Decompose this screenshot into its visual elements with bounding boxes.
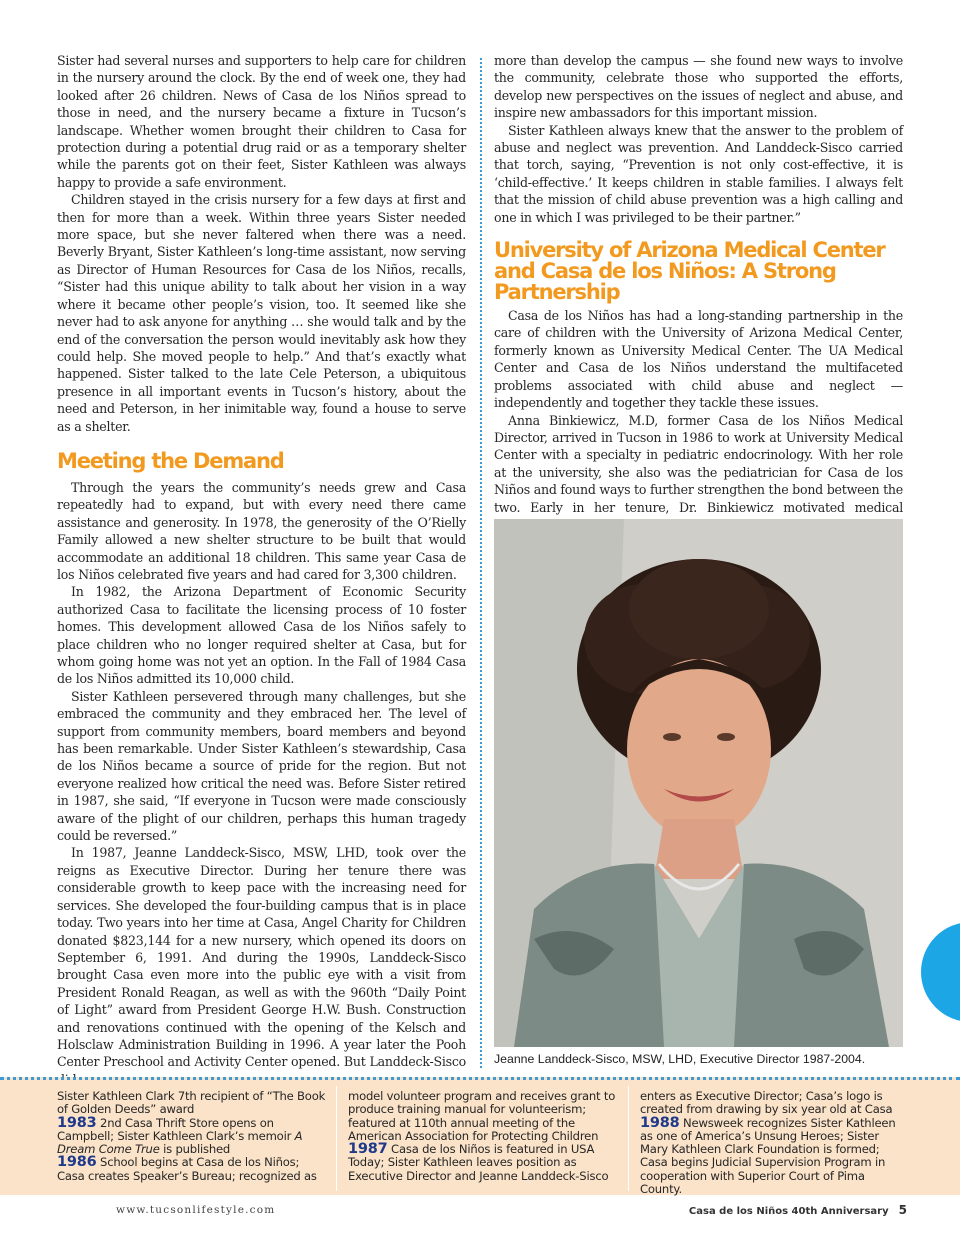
timeline-year: 1988 — [640, 1114, 680, 1131]
portrait-photo — [494, 519, 903, 1047]
body-paragraph: Children stayed in the crisis nursery for a few days at first and then for more than a week. Within three years Sister needed more space, but she never faltered when there was a need. Beverly Bryant, Sister Kathleen’s long-time assistant, now serving as Director of Human Resources for Casa de los Niños, recalls, “Sister had this unique ability to talk about her vision in a way where it became other people’s vision, too. It seemed like she never had to ask anyone for anything … she would talk and by the end of the conversation the person would inevitably ask how they could help. She moved people to help.” And that’s exactly what happened. Sister talked to the late Cele Peterson, a ubiquitous presence in all important events in Tucson’s history, about the need and Peterson, in her inimitable way, found a house to serve as a shelter. — [57, 192, 466, 434]
footer-publication — [689, 1203, 907, 1217]
body-paragraph: Casa de los Niños has had a long-standing partnership in the care of children with the University of Arizona Medical Center, formerly known as University Medical Center. The UA Medical Center and Casa de los Niños understand the multifaceted problems associated with child abuse and neglect — independently and together they tackle these issues. — [494, 308, 903, 411]
timeline-text: Newsweek recognizes Sister Kathleen as one of America’s Unsung Heroes; Sister Mary Kathleen Clark Foundation is formed; Casa begins Judicial Supervision Program in cooperation with Superior Court of Pima County. — [640, 1115, 896, 1197]
timeline-year: 1987 — [348, 1141, 388, 1158]
timeline-text: School begins at Casa de los Niños; Casa creates Speaker’s Bureau; recognized as — [57, 1155, 317, 1183]
timeline-entry-1988 — [640, 1114, 910, 1197]
body-text: Anna Binkiewicz, M.D, former Casa de los Niños Medical Director, arrived in Tucson in 1986 to work at University Medical Center with a specialty in pediatric endocrinology. With her role at the university, she also was the pediatrician for Casa de los Niños and found ways to further strengthen the bond between the two. Early in her tenure, Dr. Binkiewicz motivated medical — [494, 412, 903, 515]
timeline-column-3 — [640, 1090, 910, 1196]
timeline-book-title: A Dream Come True — [57, 1128, 303, 1157]
body-paragraph: In 1987, Jeanne Landdeck-Sisco, MSW, LHD, took over the reigns as Executive Director. During her tenure there was considerable growth to keep pace with the increasing need for services. She developed the four-building campus that is in place today. Two years into her time at Casa, Angel Charity for Children donated $823,144 for a new nursery, which opened its doors on September 6, 1991. And during the 1990s, Landdeck-Sisco brought Casa even more into the public eye with a visit from President Ronald Reagan, as well as with the 960th “Daily Point of Light” award from President George H.W. Bush. Construction and renovations continued with the opening of the Kelsch and Holsclaw Administration Building in 1996. A year later the Pooh Center Preschool and Activity Center opened. But Landdeck-Sisco — [57, 845, 466, 1070]
timeline-year: 1983 — [57, 1114, 97, 1131]
timeline-entry: model volunteer program and receives grant to produce training manual for volunteerism; featured at 110th annual meeting of the American Association for Protecting Children — [348, 1089, 616, 1143]
page-number: 5 — [898, 1203, 907, 1217]
timeline-text: 2nd Casa Thrift Store opens on Campbell; Sister Kathleen Clark’s memoir — [57, 1115, 295, 1143]
body-paragraph: Sister had several nurses and supporters to help care for children in the nursery around the clock. By the end of week one, they had looked after 26 children. News of Casa de los Niños spread to those in need, and the nursery became a fixture in Tucson’s landscape. Whether women brought their children to Casa for protection during a potential drug raid or as a temporary shelter while the parents got on their feet, Sister Kathleen was always happy to provide a safe environment. — [57, 53, 466, 190]
portrait-illustration — [494, 519, 903, 1047]
timeline-entry-1987 — [348, 1143, 618, 1183]
timeline-text: Casa de los Niños is featured in USA Today; Sister Kathleen leaves position as Executive Director and Jeanne Landdeck-Sisco — [348, 1142, 609, 1183]
timeline-band — [0, 1077, 960, 1195]
section-heading-ua-partnership: University of Arizona Medical Center and Casa de los Niños: A Strong Partnership — [494, 238, 885, 305]
footer-website: www.tucsonlifestyle.com — [116, 1204, 276, 1216]
body-paragraph: In 1982, the Arizona Department of Economic Security authorized Casa to facilitate the licensing process of 10 foster homes. This development allowed Casa de los Niños safely to place children who no longer required shelter at Casa, but for whom going home was not yet an option. In the Fall of 1984 Casa de los Niños admitted its 10,000 child. — [57, 584, 466, 687]
timeline-year: 1986 — [57, 1154, 97, 1171]
timeline-entry: Sister Kathleen Clark 7th recipient of “The Book of Golden Deeds” award — [57, 1089, 326, 1117]
body-paragraph: more than develop the campus — she found new ways to involve the community, celebrate those who supported the efforts, develop new perspectives on the issues of neglect and abuse, and inspire new ambassadors for this important mission. — [494, 53, 903, 121]
timeline-separator — [628, 1086, 629, 1191]
timeline-column-2 — [348, 1090, 618, 1183]
timeline-text: is published — [159, 1142, 231, 1157]
timeline-entry-1983 — [57, 1114, 327, 1157]
section-heading-meeting-the-demand: Meeting the Demand — [57, 448, 284, 473]
timeline-entry: enters as Executive Director; Casa’s logo is created from drawing by six year old at Casa — [640, 1089, 893, 1117]
timeline-column-1 — [57, 1090, 327, 1183]
photo-caption: Jeanne Landdeck-Sisco, MSW, LHD, Executive Director 1987-2004. — [494, 1052, 866, 1066]
column-divider — [480, 58, 482, 1068]
body-paragraph: Sister Kathleen persevered through many challenges, but she embraced the community and they embraced her. The level of support from community members, board members and beyond has been remarkable. Under Sister Kathleen’s stewardship, Casa de los Niños became a source of pride for the region. But not everyone realized how critical the need was. Before Sister retired in 1987, she said, “If everyone in Tucson were made consciously aware of the plight of our children, perhaps this human tragedy could be reversed.” — [57, 688, 466, 844]
body-paragraph — [494, 412, 903, 536]
body-paragraph: Sister Kathleen always knew that the answer to the problem of abuse and neglect was prevention. And Landdeck-Sisco carried that torch, saying, “Prevention is not only cost-effective, it is ‘child-effective.’ It keeps children in stable families. I always felt that the mission of child abuse prevention was a high calling and one in which I was privileged to be their partner.” — [494, 122, 903, 225]
timeline-separator — [336, 1086, 337, 1191]
timeline-entry-1986 — [57, 1156, 327, 1183]
right-column — [494, 52, 903, 535]
left-column — [57, 52, 466, 1088]
body-paragraph: Through the years the community’s needs grew and Casa repeatedly had to expand, but with every need there came assistance and generosity. In 1978, the generosity of the O’Rielly Family allowed a new shelter structure to be built that would accommodate an additional 18 children. This same year Casa de los Niños celebrated five years and had cared for 3,300 children. — [57, 479, 466, 582]
footer-publication-title: Casa de los Niños 40th Anniversary — [688, 1206, 889, 1217]
decorative-circle — [921, 922, 960, 1022]
